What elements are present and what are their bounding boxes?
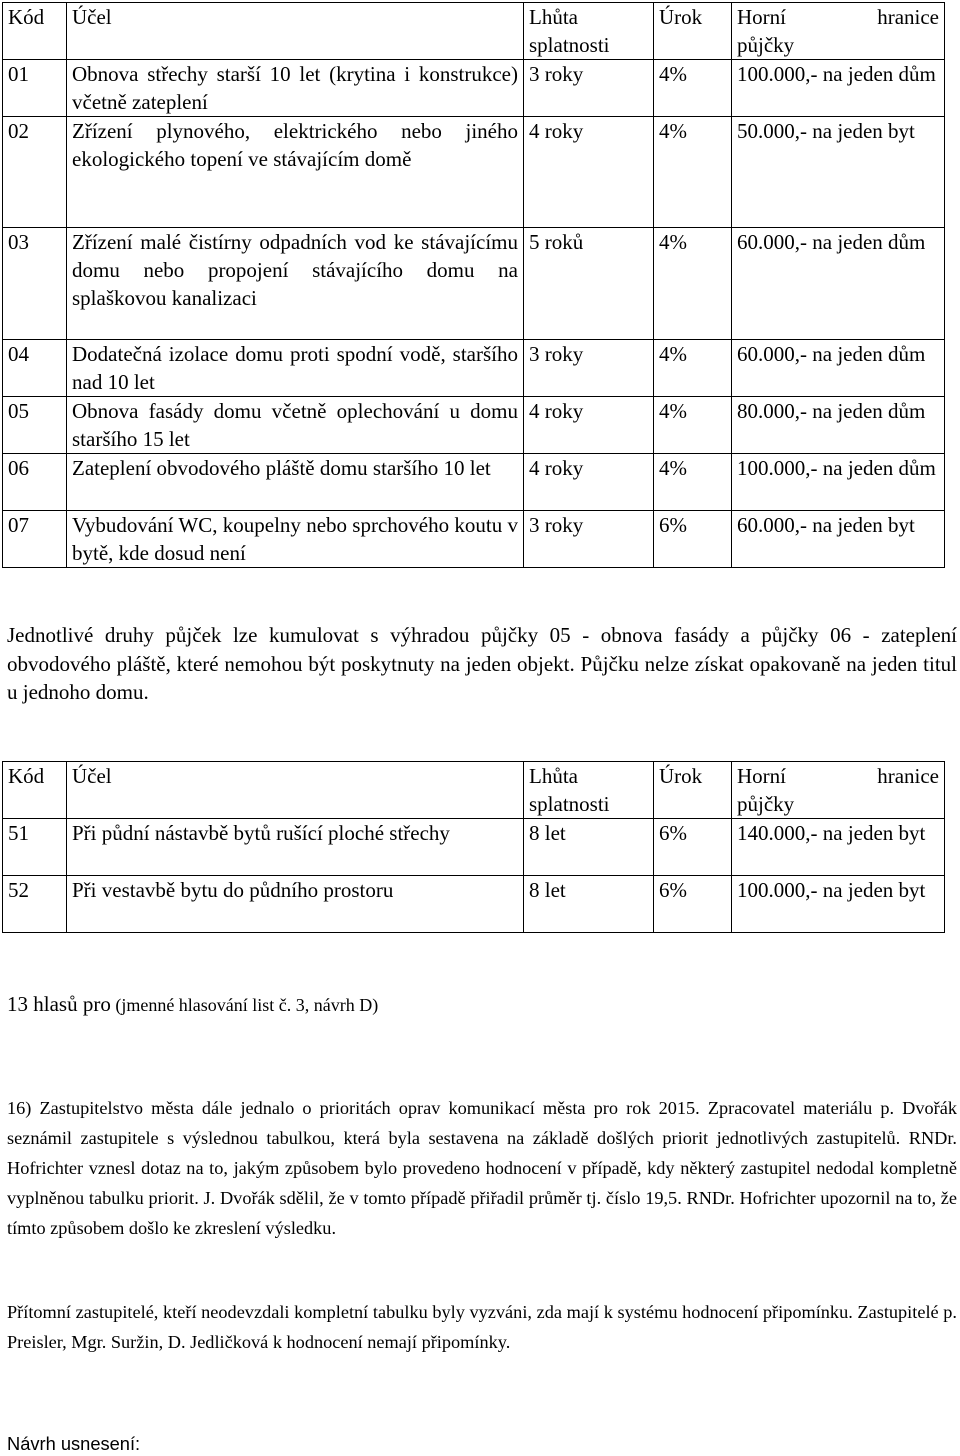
header-limit-a: Horní — [737, 764, 786, 788]
row-code: 52 — [3, 876, 67, 933]
row-rate: 6% — [654, 511, 732, 568]
row-purpose: Vybudování WC, koupelny nebo sprchového koutu v bytě, kde dosud není — [67, 511, 524, 568]
row-rate: 4% — [654, 454, 732, 511]
row-limit: 140.000,- na jeden byt — [732, 819, 945, 876]
row-purpose: Dodatečná izolace domu proti spodní vodě, staršího nad 10 let — [67, 340, 524, 397]
row-code: 03 — [3, 228, 67, 340]
row-purpose: Obnova fasády domu včetně oplechování u domu staršího 15 let — [67, 397, 524, 454]
header-code: Kód — [3, 762, 67, 819]
row-term: 3 roky — [524, 511, 654, 568]
table-row — [3, 340, 945, 397]
header-rate: Úrok — [654, 762, 732, 819]
row-rate: 4% — [654, 60, 732, 117]
row-limit: 60.000,- na jeden byt — [732, 511, 945, 568]
header-code: Kód — [3, 3, 67, 60]
row-term: 4 roky — [524, 454, 654, 511]
table-row — [3, 819, 945, 876]
table-row — [3, 397, 945, 454]
header-limit — [732, 762, 945, 819]
header-limit-b: hranice — [877, 5, 939, 29]
row-code: 01 — [3, 60, 67, 117]
row-purpose: Zřízení plynového, elektrického nebo jiného ekologického topení ve stávajícím domě — [67, 117, 524, 228]
row-rate: 4% — [654, 117, 732, 228]
table-row — [3, 454, 945, 511]
row-limit: 100.000,- na jeden dům — [732, 454, 945, 511]
row-term: 5 roků — [524, 228, 654, 340]
row-purpose: Zateplení obvodového pláště domu staršího 10 let — [67, 454, 524, 511]
header-rate: Úrok — [654, 3, 732, 60]
row-purpose: Při půdní nástavbě bytů rušící ploché střechy — [67, 819, 524, 876]
row-code: 04 — [3, 340, 67, 397]
row-limit: 60.000,- na jeden dům — [732, 228, 945, 340]
present-members-paragraph: Přítomní zastupitelé, kteří neodevzdali kompletní tabulku byly vyzváni, zda mají k systému hodnocení připomínku. Zastupitelé p. Preisler, Mgr. Suržin, D. Jedličková k hodnocení nemají připomínky. — [7, 1302, 957, 1352]
item-16-paragraph: 16) Zastupitelstvo města dále jednalo o prioritách oprav komunikací města pro rok 2015. Zpracovatel materiálu p. Dvořák seznámil zastupitele s výslednou tabulkou, která byla sestavena na základě došlých priorit jednotlivých zastupitelů. RNDr. Hofrichter vznesl dotaz na to, jakým způsobem bylo provedeno hodnocení v případě, kdy některý zastupitel nedodal kompletně vyplněnou tabulku priorit. J. Dvořák sdělil, že v tomto případě přiřadil průměr tj. číslo 19,5. RNDr. Hofrichter upozornil na to, že tímto způsobem došlo ke zkreslení výsledku. — [7, 1098, 957, 1238]
row-limit: 80.000,- na jeden dům — [732, 397, 945, 454]
header-limit-b: hranice — [877, 764, 939, 788]
header-limit-a: Horní — [737, 5, 786, 29]
row-term: 8 let — [524, 876, 654, 933]
header-purpose: Účel — [67, 762, 524, 819]
header-limit-c: půjčky — [737, 33, 795, 57]
row-rate: 6% — [654, 819, 732, 876]
table-row — [3, 117, 945, 228]
header-term: Lhůta splatnosti — [524, 3, 654, 60]
row-code: 02 — [3, 117, 67, 228]
cumulation-note: Jednotlivé druhy půjček lze kumulovat s výhradou půjčky 05 - obnova fasády a půjčky 06 - zateplení obvodového pláště, které nemohou být poskytnuty na jeden objekt. Půjčku nelze získat opakovaně na jeden titul u jednoho domu. — [7, 623, 957, 704]
row-code: 06 — [3, 454, 67, 511]
vote-result — [7, 990, 957, 1019]
table-row — [3, 228, 945, 340]
vote-count: 13 hlasů pro — [7, 992, 111, 1016]
row-limit: 100.000,- na jeden byt — [732, 876, 945, 933]
row-purpose: Zřízení malé čistírny odpadních vod ke stávajícímu domu nebo propojení stávajícího domu na splaškovou kanalizaci — [67, 228, 524, 340]
table-header-row — [3, 762, 945, 819]
row-limit: 100.000,- na jeden dům — [732, 60, 945, 117]
row-rate: 6% — [654, 876, 732, 933]
header-limit — [732, 3, 945, 60]
row-term: 3 roky — [524, 60, 654, 117]
row-code: 05 — [3, 397, 67, 454]
table-row — [3, 511, 945, 568]
row-rate: 4% — [654, 397, 732, 454]
row-term: 3 roky — [524, 340, 654, 397]
resolution-proposal-heading: Návrh usnesení: — [7, 1433, 141, 1454]
row-purpose: Při vestavbě bytu do půdního prostoru — [67, 876, 524, 933]
loan-table-attic — [2, 761, 945, 933]
table-header-row — [3, 3, 945, 60]
row-term: 4 roky — [524, 117, 654, 228]
row-code: 51 — [3, 819, 67, 876]
table-row — [3, 876, 945, 933]
header-limit-c: půjčky — [737, 792, 795, 816]
row-purpose: Obnova střechy starší 10 let (krytina i konstrukce) včetně zateplení — [67, 60, 524, 117]
row-code: 07 — [3, 511, 67, 568]
row-rate: 4% — [654, 340, 732, 397]
row-rate: 4% — [654, 228, 732, 340]
header-term: Lhůta splatnosti — [524, 762, 654, 819]
row-term: 8 let — [524, 819, 654, 876]
vote-detail: (jmenné hlasování list č. 3, návrh D) — [110, 995, 379, 1015]
table-row — [3, 60, 945, 117]
header-purpose: Účel — [67, 3, 524, 60]
loan-table-primary — [2, 2, 945, 568]
row-term: 4 roky — [524, 397, 654, 454]
row-limit: 60.000,- na jeden dům — [732, 340, 945, 397]
row-limit: 50.000,- na jeden byt — [732, 117, 945, 228]
